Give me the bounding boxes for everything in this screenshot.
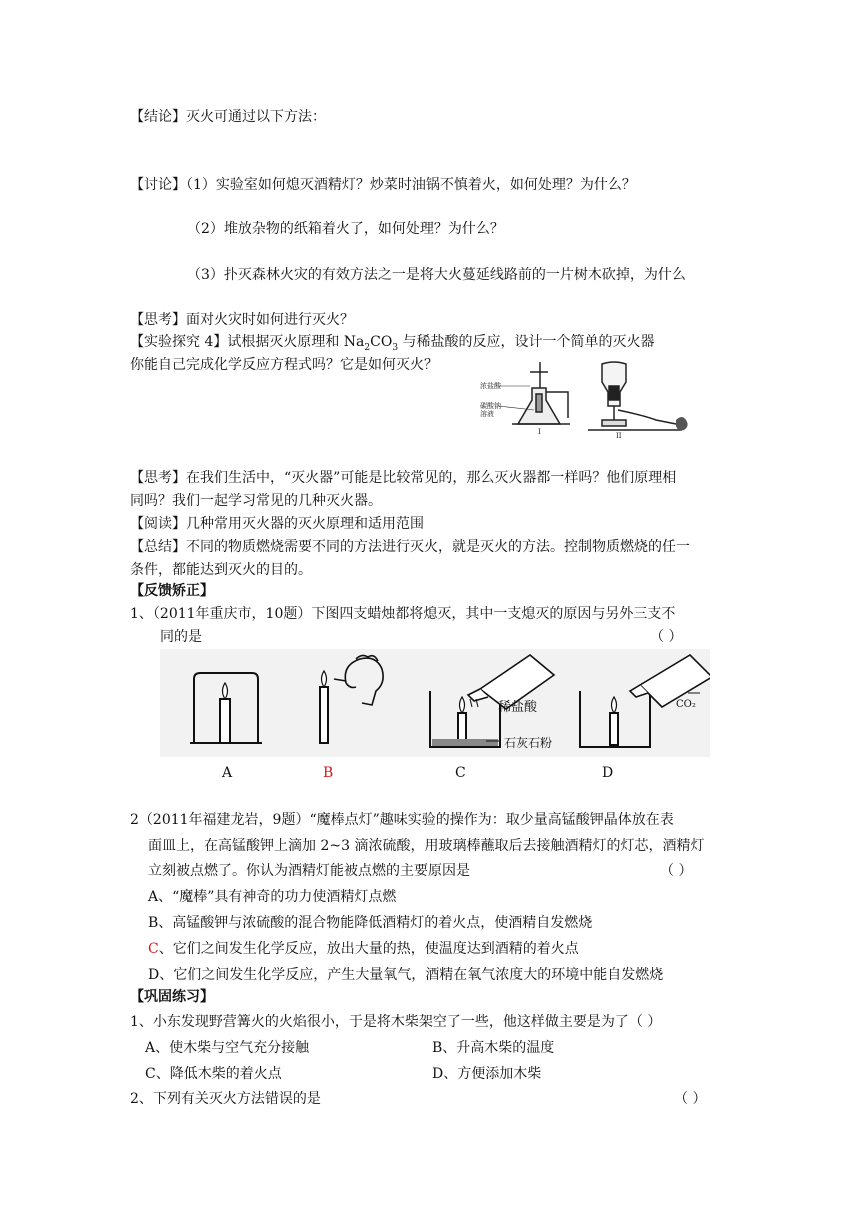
acid-label: 稀盐酸 xyxy=(498,700,538,715)
p1-option-d: D、方便添加木柴 xyxy=(432,1066,542,1082)
q1-line-1: 1、（2011年重庆市，10题）下图四支蜡烛都将熄灭，其中一支熄灭的原因与另外三支不 xyxy=(130,606,676,622)
q2-option-b: B、高锰酸钾与浓硫酸的混合物能降低酒精灯的着火点，使酒精自发燃烧 xyxy=(148,915,593,931)
candles-figure xyxy=(160,649,710,759)
q2-option-c xyxy=(148,940,579,958)
q2-option-a: A、“魔棒”具有神奇的功力使酒精灯点燃 xyxy=(148,889,397,905)
p1-option-b: B、升高木柴的温度 xyxy=(432,1040,555,1056)
p2-stem: 2、下列有关灭火方法错误的是 xyxy=(130,1091,321,1107)
q2-line-2: 面皿上，在高锰酸钾上滴加 2~3 滴浓硫酸，用玻璃棒蘸取后去接触酒精灯的灯芯，酒精灯 xyxy=(148,838,705,854)
experiment4-sub1: 2 xyxy=(364,342,371,353)
q2-line-3: 立刻被点燃了。你认为酒精灯能被点燃的主要原因是 xyxy=(148,863,470,879)
feedback-heading: 【反馈矫正】 xyxy=(130,583,214,599)
q2-option-c-letter: C xyxy=(148,941,159,957)
think2-line-1: 【思考】在我们生活中，“灭火器”可能是比较常见的，那么灭火器都一样吗？他们原理相 xyxy=(130,470,677,486)
experiment4-line-1 xyxy=(130,333,655,357)
p1-option-a: A、使木柴与空气充分接触 xyxy=(145,1040,310,1056)
reading-line: 【阅读】几种常用灭火器的灭火原理和适用范围 xyxy=(130,516,424,532)
experiment4-post: 与稀盐酸的反应，设计一个简单的灭火器 xyxy=(398,334,655,350)
q1-option-b: B xyxy=(323,765,334,781)
summary-line-2: 条件，都能达到灭火的目的。 xyxy=(130,562,312,578)
label-hcl: 浓盐酸 xyxy=(480,382,501,390)
label-setup-2: II xyxy=(616,432,622,440)
q1-line-2: 同的是 xyxy=(160,629,202,645)
q1-option-d: D xyxy=(602,765,614,781)
p2-answer-blank: （ ） xyxy=(674,1091,707,1107)
practice-heading: 【巩固练习】 xyxy=(130,989,214,1005)
label-solution: 溶液 xyxy=(480,410,494,418)
conclusion-line: 【结论】灭火可通过以下方法： xyxy=(130,109,326,125)
co2-label: CO₂ xyxy=(676,699,696,710)
p1-stem: 1、小东发现野营篝火的火焰很小，于是将木柴架空了一些，他这样做主要是为了（ ） xyxy=(130,1014,662,1030)
think-line-1: 【思考】面对火灾时如何进行灭火？ xyxy=(130,312,354,328)
q2-answer-blank: （ ） xyxy=(660,863,693,879)
p1-option-c: C、降低木柴的着火点 xyxy=(145,1066,282,1082)
q1-option-c: C xyxy=(455,765,466,781)
label-setup-1: I xyxy=(538,428,541,436)
experiment4-sub2: 3 xyxy=(392,342,399,353)
discussion-q3: （3）扑灭森林火灾的有效方法之一是将大火蔓延线路前的一片树木砍掉，为什么 xyxy=(187,267,686,283)
extinguisher-apparatus-figure xyxy=(476,358,696,440)
summary-line-1: 【总结】不同的物质燃烧需要不同的方法进行灭火，就是灭火的方法。控制物质燃烧的任一 xyxy=(130,539,690,555)
q2-option-d: D、它们之间发生化学反应，产生大量氧气，酒精在氧气浓度大的环境中能自发燃烧 xyxy=(148,967,664,983)
label-na2co3: 碳酸钠 xyxy=(480,402,501,410)
experiment4-pre: 【实验探究 4】试根据灭火原理和 Na xyxy=(130,334,365,350)
q1-option-a: A xyxy=(222,765,233,781)
discussion-q2: （2）堆放杂物的纸箱着火了，如何处理？为什么？ xyxy=(187,221,504,237)
discussion-q1: 【讨论】（1）实验室如何熄灭酒精灯？炒菜时油锅不慎着火，如何处理？为什么？ xyxy=(130,177,636,193)
q2-line-1: 2（2011年福建龙岩，9题）“魔棒点灯”趣味实验的操作为：取少量高锰酸钾晶体放在表 xyxy=(130,812,674,828)
q2-option-c-text: 、它们之间发生化学反应，放出大量的热，使温度达到酒精的着火点 xyxy=(158,941,579,957)
think2-line-2: 同吗？我们一起学习常见的几种灭火器。 xyxy=(130,493,382,509)
experiment4-mid: CO xyxy=(370,334,393,350)
experiment4-line-2: 你能自己完成化学反应方程式吗？它是如何灭火？ xyxy=(130,357,438,373)
limestone-label: 石灰石粉 xyxy=(504,736,553,750)
q1-answer-blank: （ ） xyxy=(650,629,683,645)
